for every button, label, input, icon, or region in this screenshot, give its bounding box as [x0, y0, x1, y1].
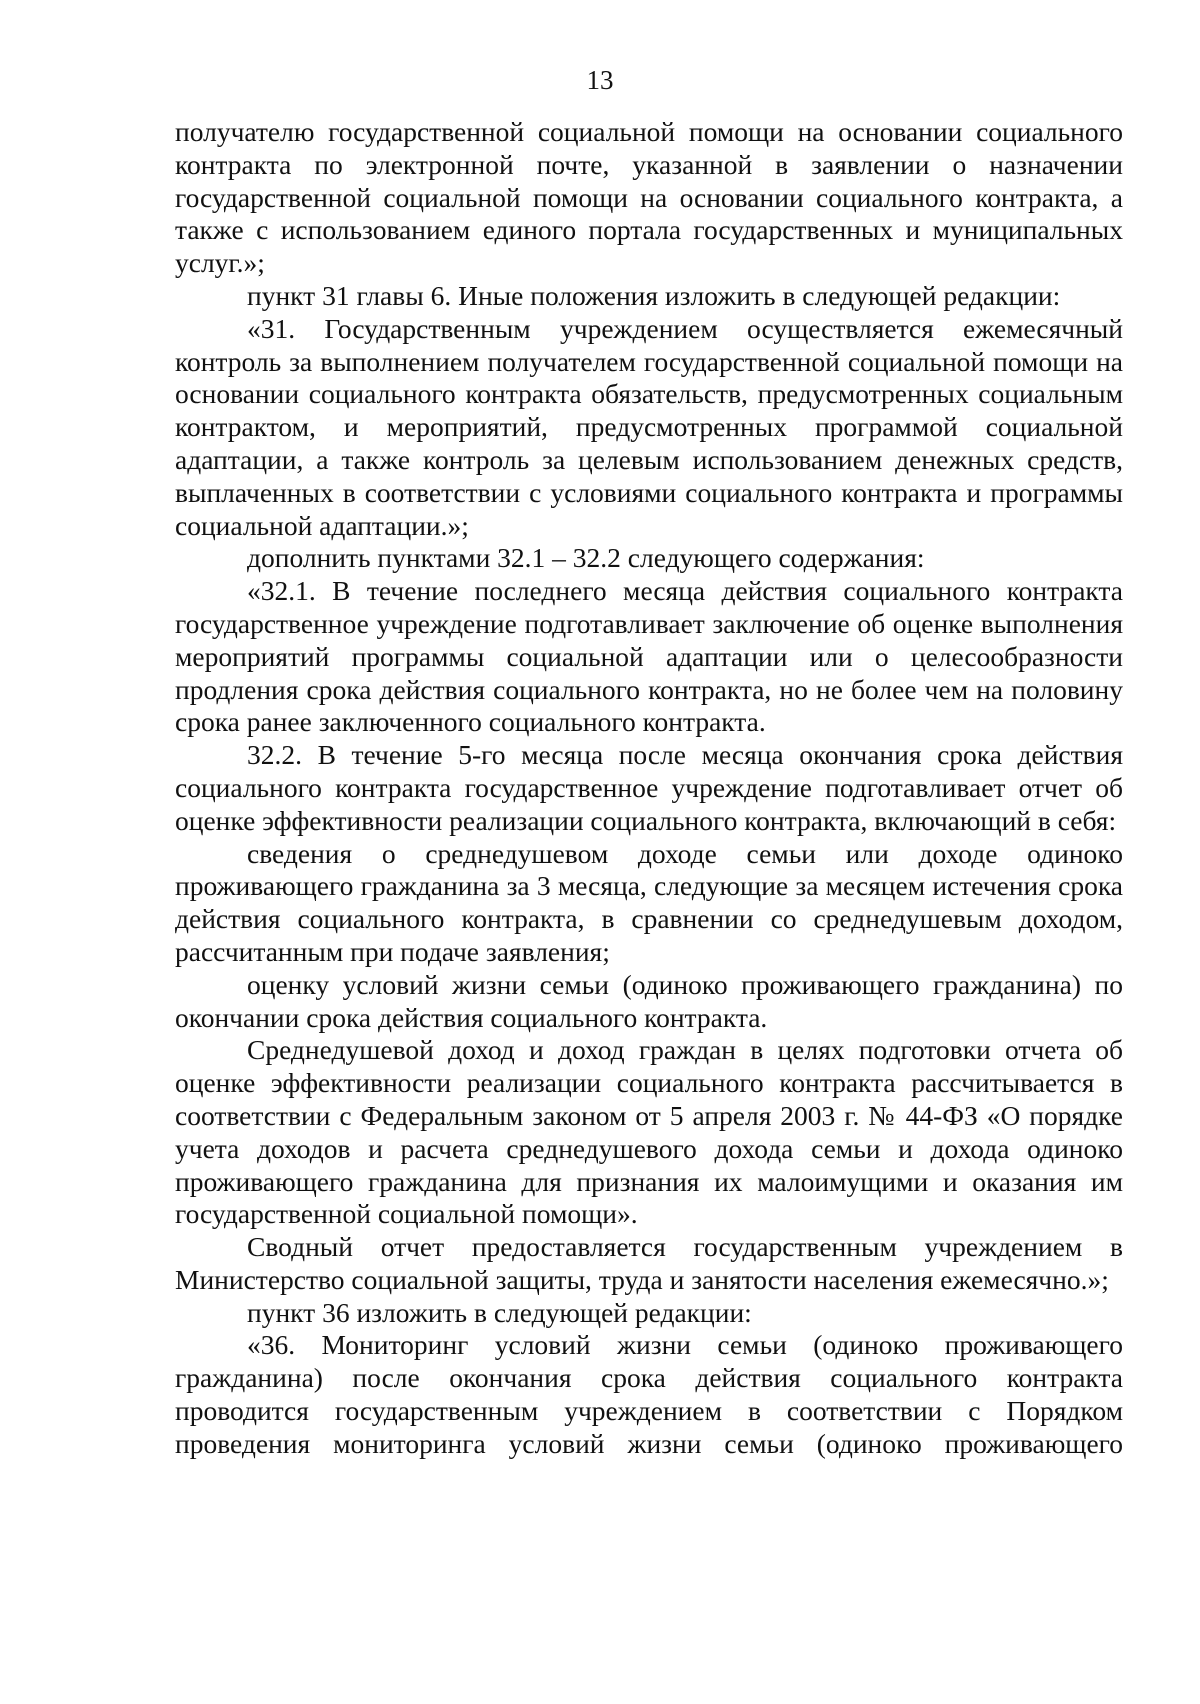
- paragraph-clause-36: «36. Мониторинг условий жизни семьи (одиноко проживающего гражданина) после окончания срока действия социального контракта проводится государственным учреждением в соответствии с Порядком проведения мониторинга условий жизни семьи (одиноко проживающего: [175, 1329, 1123, 1459]
- paragraph-clause-32-1: «32.1. В течение последнего месяца действия социального контракта государственное учреждение подготавливает заключение об оценке выполнения мероприятий программы социальной адаптации или о целесообразности продления срока действия социального контракта, но не более чем на половину срока ранее заключенного социального контракта.: [175, 575, 1123, 738]
- document-body: [175, 116, 1123, 1461]
- paragraph-summary-report: Сводный отчет предоставляется государственным учреждением в Министерство социальной защиты, труда и занятости населения ежемесячно.»;: [175, 1231, 1123, 1295]
- paragraph-income-info: сведения о среднедушевом доходе семьи или доходе одиноко проживающего гражданина за 3 месяца, следующие за месяцем истечения срока действия социального контракта, в сравнении со среднедушевым доходом, рассчитанным при подаче заявления;: [175, 837, 1123, 967]
- paragraph-clause-32-2: 32.2. В течение 5-го месяца после месяца окончания срока действия социального контракта государственное учреждение подготавливает отчет об оценке эффективности реализации социального контракта, включающий в себя:: [175, 739, 1123, 836]
- paragraph-amendment-clauses-32: дополнить пунктами 32.1 – 32.2 следующего содержания:: [247, 542, 925, 574]
- paragraph-continuation: получателю государственной социальной помощи на основании социального контракта по электронной почте, указанной в заявлении о назначении государственной социальной помощи на основании социального контракта, а также с использованием единого портала государственных и муниципальных услуг.»;: [175, 116, 1123, 279]
- paragraph-amendment-clause-36: пункт 36 изложить в следующей редакции:: [247, 1296, 752, 1328]
- paragraph-clause-31: «31. Государственным учреждением осуществляется ежемесячный контроль за выполнением получателем государственной социальной помощи на основании социального контракта обязательств, предусмотренных социальным контрактом, и мероприятий, предусмотренных программой социальной адаптации, а также контроль за целевым использованием денежных средств, выплаченных в соответствии с условиями социального контракта и программы социальной адаптации.»;: [175, 312, 1123, 541]
- paragraph-living-conditions: оценку условий жизни семьи (одиноко проживающего гражданина) по окончании срока действия социального контракта.: [175, 968, 1123, 1033]
- paragraph-amendment-clause-31: пункт 31 главы 6. Иные положения изложить в следующей редакции:: [247, 279, 1061, 311]
- paragraph-income-calculation: Среднедушевой доход и доход граждан в целях подготовки отчета об оценке эффективности реализации социального контракта рассчитывается в соответствии с Федеральным законом от 5 апреля 2003 г. № 44-ФЗ «О порядке учета доходов и расчета среднедушевого дохода семьи и дохода одиноко проживающего гражданина для признания их малоимущими и оказания им государственной социальной помощи».: [175, 1034, 1123, 1230]
- page-number: 13: [586, 65, 614, 95]
